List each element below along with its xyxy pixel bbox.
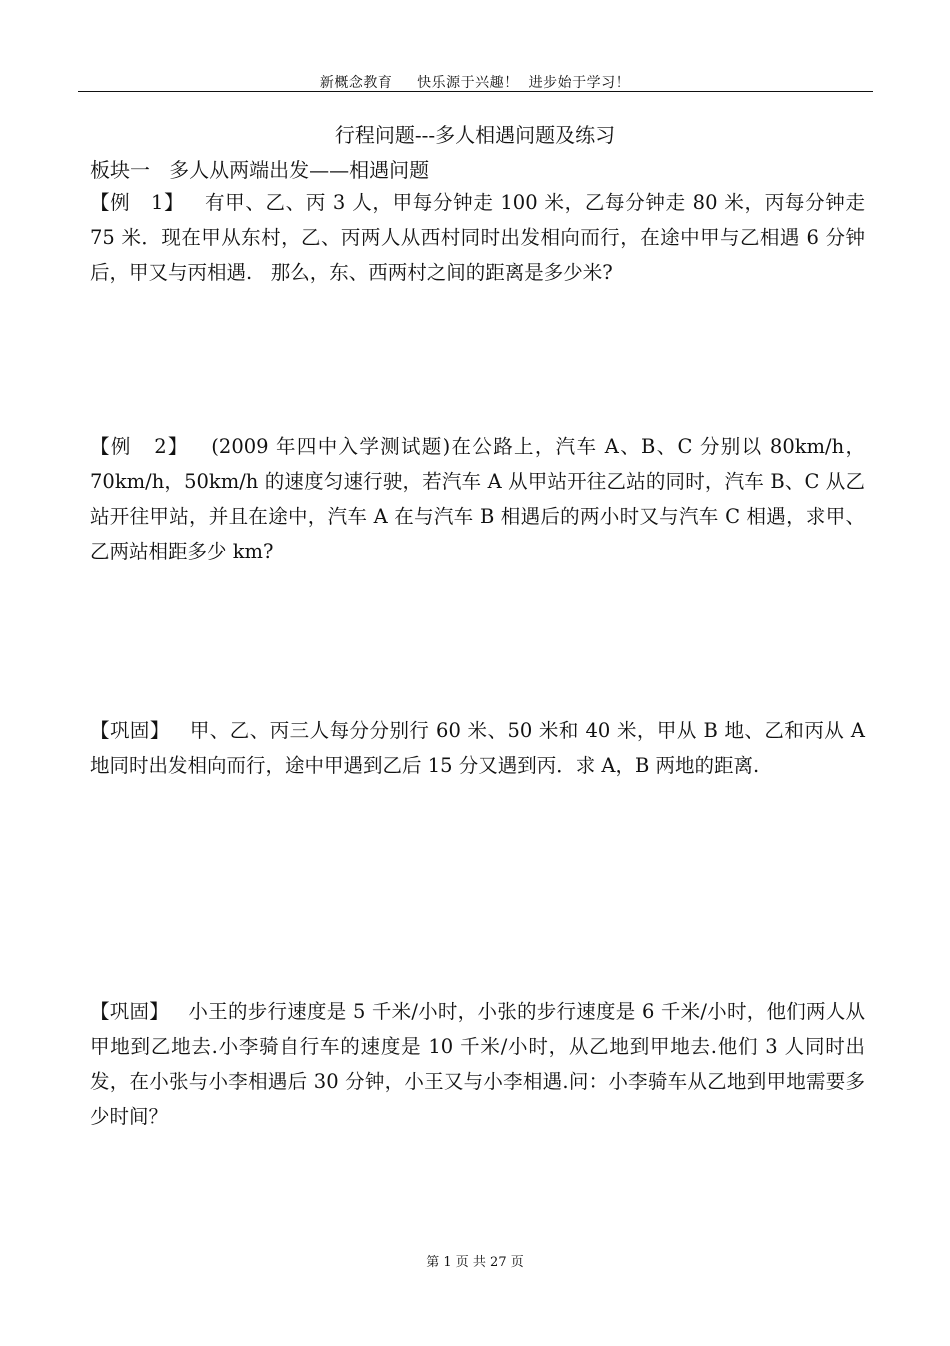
- problem-example-2: [90, 429, 865, 569]
- problem-text: 小王的步行速度是 5 千米/小时，小张的步行速度是 6 千米/小时，他们两人从甲地到乙地去.小李骑自行车的速度是 10 千米/小时，从乙地到甲地去.他们 3 人同时出发，在小张与小李相遇后 30 分钟，小王又与小李相遇.问：小李骑车从乙地到甲地需要多少时间？: [90, 1000, 865, 1128]
- problem-tag: 【例 1】: [90, 191, 185, 214]
- problem-tag: 【巩固】: [90, 719, 170, 742]
- problem-text: 有甲、乙、丙 3 人，甲每分钟走 100 米，乙每分钟走 80 米，丙每分钟走 75 米．现在甲从东村，乙、丙两人从西村同时出发相向而行，在途中甲与乙相遇 6 分钟后，甲又与丙相遇. 那么，东、西两村之间的距离是多少米?: [90, 191, 872, 284]
- document-title: 行程问题---多人相遇问题及练习: [334, 123, 616, 147]
- problem-practice-2: [90, 994, 865, 1134]
- problem-tag: 【例 2】: [90, 435, 189, 458]
- problem-example-1: [90, 185, 872, 290]
- section-heading: 板块一 多人从两端出发——相遇问题: [90, 158, 430, 182]
- header-divider: [78, 91, 873, 92]
- problem-practice-1: [90, 713, 872, 783]
- page-header: 新概念教育 快乐源于兴趣！ 进步始于学习！: [319, 75, 631, 91]
- problem-text: (2009 年四中入学测试题)在公路上，汽车 A、B、C 分别以 80km/h，70km/h，50km/h 的速度匀速行驶，若汽车 A 从甲站开往乙站的同时，汽车 B、C 从乙站开往甲站，并且在途中，汽车 A 在与汽车 B 相遇后的两小时又与汽车 C 相遇，求甲、乙两站相距多少 km?: [90, 435, 865, 563]
- problem-text: 甲、乙、丙三人每分分别行 60 米、50 米和 40 米，甲从 B 地、乙和丙从 A 地同时出发相向而行，途中甲遇到乙后 15 分又遇到丙．求 A，B 两地的距离.: [90, 719, 872, 777]
- page-footer: 第 1 页 共 27 页: [426, 1255, 524, 1270]
- problem-tag: 【巩固】: [90, 1000, 170, 1023]
